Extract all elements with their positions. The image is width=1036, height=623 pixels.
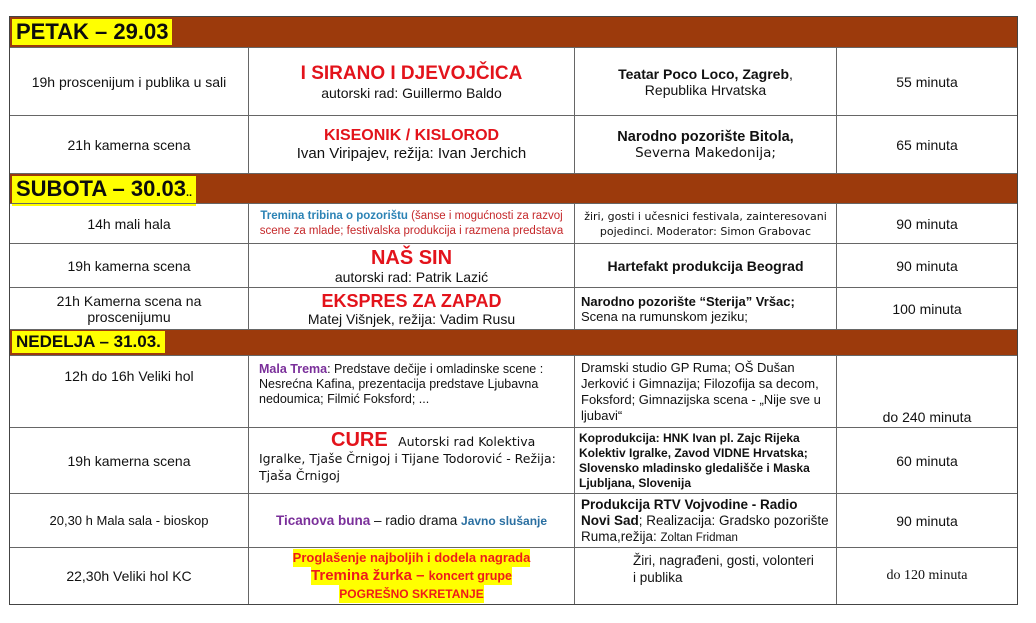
event-duration: do 240 minuta [882, 409, 972, 425]
company-name: Teatar Poco Loco, Zagreb [618, 65, 789, 82]
company-cell: Teatar Poco Loco, Zagreb, Republika Hrvatska [574, 48, 836, 115]
company-cell [574, 288, 836, 329]
event-duration: 90 minuta [896, 257, 958, 274]
table-row [10, 243, 1017, 287]
event-subtitle: Autorski rad Kolektiva Igralke, Tjaše Črnigoj i Tijane Todorović - Režija: Tjaša Črnigoj [259, 434, 556, 483]
time-cell [10, 288, 248, 329]
event-title: KISEONIK / KISLOROD [323, 127, 500, 144]
event-subtitle: autorski rad: Guillermo Baldo [321, 84, 502, 101]
company-desc: ; Realizacija: Gradsko pozorište Ruma,režija: [581, 513, 829, 544]
title-cell [248, 288, 574, 329]
event-time: 19h proscenijum i publika u sali [31, 73, 227, 90]
event-duration: 90 minuta [896, 215, 958, 232]
time-cell [10, 548, 248, 604]
time-cell [10, 428, 248, 493]
day-header-friday [10, 17, 1017, 47]
duration-cell [836, 356, 1017, 427]
title-cell [248, 428, 574, 493]
company-desc: Scena na rumunskom jeziku; [581, 308, 748, 324]
company-cell [574, 428, 836, 493]
event-subtitle: autorski rad: Patrik Lazić [334, 268, 489, 285]
event-title: EKSPRES ZA ZAPAD [321, 290, 502, 311]
title-cell [248, 116, 574, 173]
event-subtitle: (šanse i mogućnosti za razvoj scene za mlade; festivalska produkcija i razmena predstava [259, 209, 564, 237]
company-cell [574, 548, 836, 604]
company-name: Narodno pozorište Bitola, [617, 128, 794, 145]
event-duration: 65 minuta [896, 136, 958, 153]
event-title: Ticanova buna [275, 513, 371, 528]
event-time: 14h mali hala [87, 215, 171, 232]
company-country: Severna Makedonija; [635, 144, 776, 161]
duration-cell [836, 244, 1017, 287]
duration-cell [836, 288, 1017, 329]
duration-cell [836, 494, 1017, 547]
duration-cell [836, 548, 1017, 604]
time-cell [10, 48, 248, 115]
event-time: 19h kamerna scena [67, 257, 191, 274]
event-subtitle: Matej Višnjek, režija: Vadim Rusu [307, 310, 516, 327]
company-name: Hartefakt produkcija Beograd [607, 257, 804, 274]
company-cell [574, 116, 836, 173]
table-row [10, 427, 1017, 493]
company-desc: žiri, gosti i učesnici festivala, zainteresovani pojedinci. Moderator: Simon Grabovac [584, 209, 827, 238]
table-row [10, 115, 1017, 173]
event-title: NAŠ SIN [370, 246, 453, 269]
table-row [10, 493, 1017, 547]
event-subtitle: : Predstave dečije i omladinske scene : Nesrećna Kafina, prezentacija predstave Ljubavna nedoumica; Filmić Foksford; ... [259, 362, 544, 406]
duration-cell [836, 204, 1017, 243]
company-cell [574, 204, 836, 243]
time-cell [10, 356, 248, 427]
company-cell [574, 244, 836, 287]
table-row [10, 355, 1017, 427]
event-title-2: Tremina žurka – [311, 567, 429, 584]
title-cell [248, 244, 574, 287]
event-title: Tremina tribina o pozorištu [260, 209, 408, 222]
event-time: 21h Kamerna scena na proscenijumu [56, 292, 202, 325]
title-cell [248, 48, 574, 115]
event-title: I SIRANO I DJEVOJČICA [300, 62, 523, 84]
event-subtitle: Ivan Viripajev, režija: Ivan Jerchich [296, 145, 527, 162]
company-cell [574, 494, 836, 547]
event-duration: 90 minuta [896, 512, 958, 529]
event-duration: 55 minuta [896, 73, 958, 90]
event-time: 21h kamerna scena [67, 136, 191, 153]
company-name: Narodno pozorište “Sterija” Vršac; [581, 293, 795, 309]
event-time: 22,30h Veliki hol KC [66, 568, 192, 584]
time-cell [10, 116, 248, 173]
company-country: Republika Hrvatska [644, 81, 767, 98]
company-name: Koprodukcija: HNK Ivan pl. Zajc Rijeka Kolektiv Igralke, Zavod VIDNE Hrvatska; Slovensko mladinsko gledališče i Maska Ljubljana, Slovenija [579, 431, 810, 490]
event-duration: 60 minuta [896, 452, 958, 469]
event-subtitle: – radio drama [370, 513, 462, 528]
day-title: PETAK – 29.03 [12, 19, 172, 45]
company-cell [574, 356, 836, 427]
title-cell [248, 548, 574, 604]
duration-cell [836, 428, 1017, 493]
day-header-sunday [10, 329, 1017, 355]
title-cell [248, 204, 574, 243]
day-title: NEDELJA – 31.03. [12, 331, 165, 353]
table-row [10, 203, 1017, 243]
event-time: 19h kamerna scena [67, 452, 191, 469]
event-time: 12h do 16h Veliki hol [64, 368, 194, 384]
company-desc: Žiri, nagrađeni, gosti, volonteri i publika [633, 553, 814, 585]
company-desc: Dramski studio GP Ruma; OŠ Dušan Jerković i Gimnazija; Filozofija sa decom, Foksford; Gimnazijska scena - „Nije sve u ljubavi“ [581, 360, 821, 423]
program-table [9, 16, 1018, 605]
time-cell [10, 244, 248, 287]
event-band: POGREŠNO SKRETANJE [339, 587, 484, 601]
day-header-saturday [10, 173, 1017, 203]
day-title: SUBOTA – 30.03.. [12, 176, 196, 206]
table-row [10, 287, 1017, 329]
duration-cell [836, 48, 1017, 115]
event-subtitle: koncert grupe [428, 569, 512, 583]
event-time: 20,30 h Mala sala - bioskop [49, 513, 209, 528]
table-row [10, 547, 1017, 604]
duration-cell [836, 116, 1017, 173]
event-duration: do 120 minuta [886, 568, 968, 583]
event-note: Javno slušanje [461, 514, 548, 528]
time-cell [10, 204, 248, 243]
event-title: Mala Trema [259, 362, 328, 376]
table-row [10, 47, 1017, 115]
event-title: Proglašenje najboljih i dodela nagrada [292, 550, 531, 565]
time-cell [10, 494, 248, 547]
event-title: CURE [331, 429, 388, 451]
title-cell [248, 494, 574, 547]
company-director: Zoltan Fridman [660, 532, 738, 544]
event-duration: 100 minuta [892, 300, 962, 317]
title-cell [248, 356, 574, 427]
company-name: Produkcija RTV Vojvodine - Radio Novi Sad [581, 497, 798, 528]
